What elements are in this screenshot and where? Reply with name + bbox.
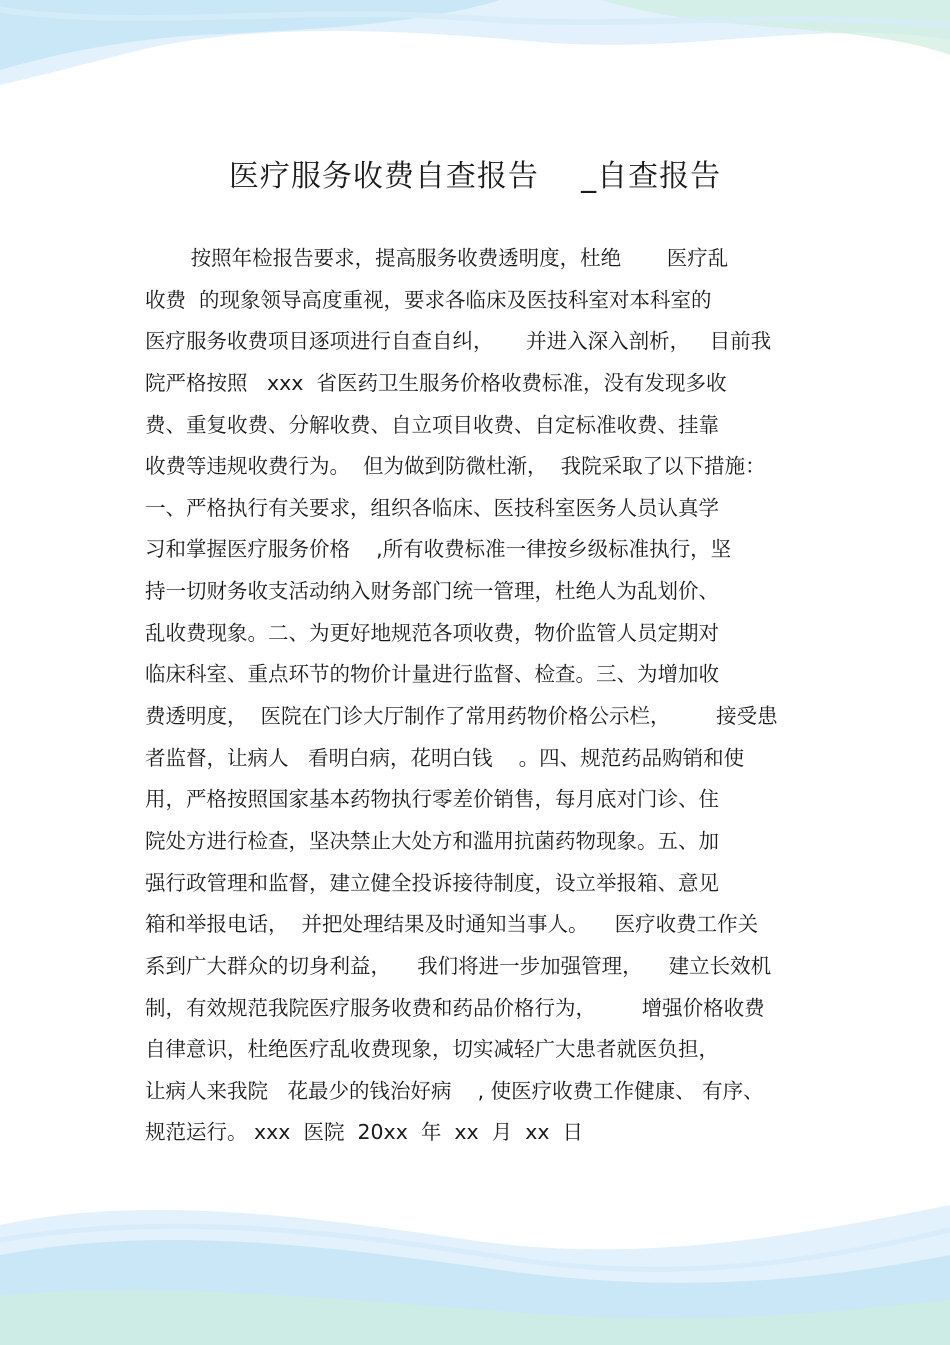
body-line: 乱收费现象。二、为更好地规范各项收费，物价监管人员定期对 [145,620,719,645]
body-line: 持一切财务收支活动纳入财务部门统一管理，杜绝人为乱划价、 [145,579,719,604]
bottom-wave-decoration [0,1185,950,1345]
body-line: 强行政管理和监督，建立健全投诉接待制度，设立举报箱、意见 [145,870,719,895]
top-wave-decoration [0,0,950,95]
body-line: 一、严格执行有关要求，组织各临床、医技科室医务人员认真学 [145,495,719,520]
body-line: 习和掌握医疗服务价格 ,所有收费标准一律按乡级标准执行，坚 [145,537,732,562]
body-line: 费、重复收费、分解收费、自立项目收费、自定标准收费、挂靠 [145,412,719,437]
body-line: 院处方进行检查，坚决禁止大处方和滥用抗菌药物现象。五、加 [145,828,719,853]
body-line: 者监督，让病人 看明白病，花明白钱 。四、规范药品购销和使 [145,745,745,770]
body-line: 临床科室、重点环节的物价计量进行监督、检查。三、为增加收 [145,662,719,687]
body-line: 系到广大群众的切身利益， 我们将进一步加强管理， 建立长效机 [145,953,772,978]
body-line: 按照年检报告要求，提高服务收费透明度，杜绝 医疗乱 [145,246,729,270]
page-title: 医疗服务收费自查报告 _自查报告 [228,159,722,194]
body-line: 费透明度， 医院在门诊大厅制作了常用药物价格公示栏， 接受患 [145,704,778,729]
body-line: 让病人来我院 花最少的钱治好病 , 使医疗收费工作健康、 有序、 [145,1078,764,1103]
body-line: 院严格按照 xxx 省医药卫生服务价格收费标准，没有发现多收 [145,370,727,395]
body-line: 制，有效规范我院医疗服务收费和药品价格行为， 增强价格收费 [145,995,765,1020]
body-line: 箱和举报电话， 并把处理结果及时通知当事人。 医疗收费工作关 [145,912,759,937]
document-body [145,238,805,1154]
body-line: 用，严格按照国家基本药物执行零差价销售，每月底对门诊、住 [145,787,719,812]
body-line: 医疗服务收费项目逐项进行自查自纠， 并进入深入剖析， 目前我 [145,329,772,354]
body-line: 收费 的现象领导高度重视，要求各临床及医技科室对本科室的 [145,287,712,312]
body-line: 规范运行。 xxx 医院 20xx 年 xx 月 xx 日 [145,1120,584,1145]
body-line: 自律意识，杜绝医疗乱收费现象，切实减轻广大患者就医负担， [145,1037,719,1062]
body-line: 收费等违规收费行为。 但为做到防微杜渐， 我院采取了以下措施： [145,454,766,479]
